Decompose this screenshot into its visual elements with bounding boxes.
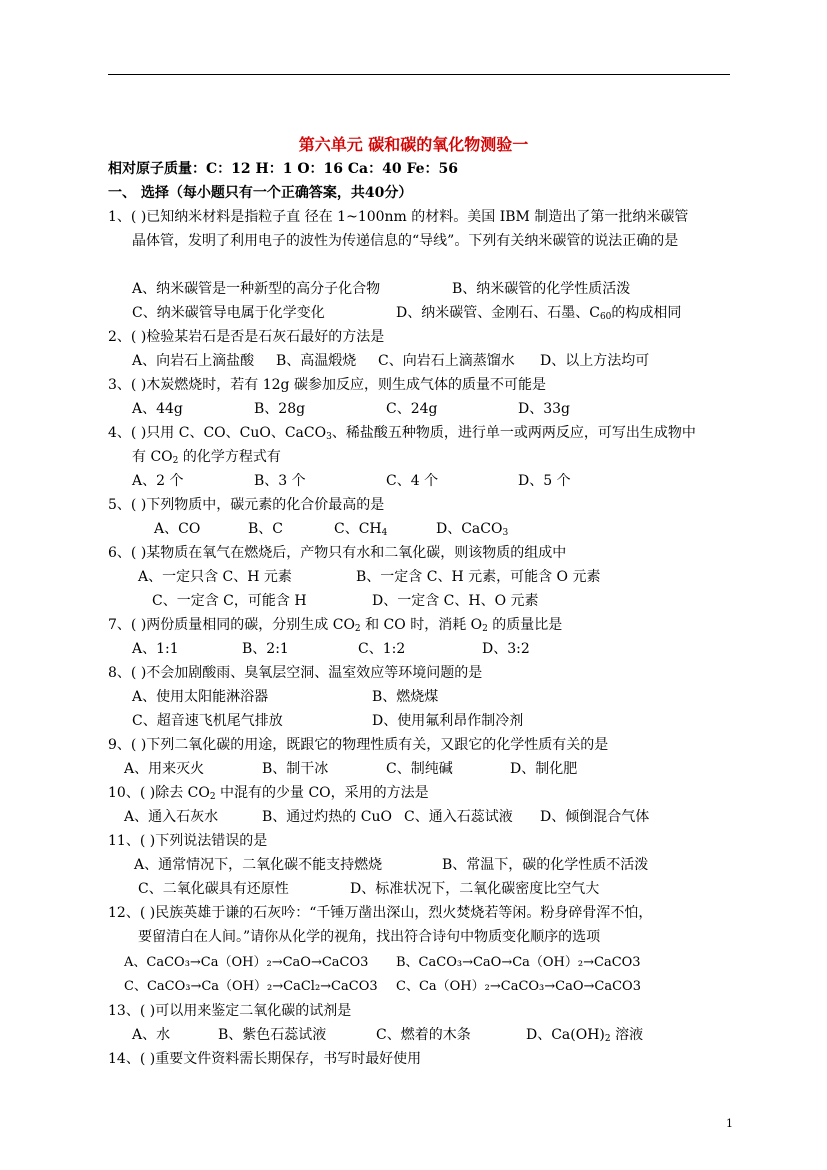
page-title: 第六单元 碳和碳的氧化物测验一 — [298, 135, 529, 154]
question-7: 7、( )两份质量相同的碳，分别生成 $CO_2$ 和 CO 时，消耗 $O_2$ 的质量比是 — [108, 617, 563, 634]
option-11a: A、通常情况下，二氧化碳不能支持燃烧 — [134, 857, 383, 873]
option-6b: B、一定含 C、H 元素，可能含 O 元素 — [356, 569, 601, 585]
option-8d: D、使用氟利昂作制冷剂 — [372, 713, 524, 729]
option-10b: B、通过灼热的 CuO — [262, 809, 392, 825]
option-2d: D、以上方法均可 — [540, 353, 650, 369]
option-12d: C、Ca（OH）₂→CaCO₃→CaO→CaCO3 — [396, 979, 641, 994]
option-8a: A、使用太阳能淋浴器 — [132, 689, 269, 705]
option-5a: A、CO — [154, 521, 201, 537]
option-9a: A、用来灭火 — [124, 761, 205, 777]
option-6a: A、一定只含 C、H 元素 — [138, 569, 292, 585]
option-6c: C、一定含 C，可能含 H — [152, 593, 307, 609]
question-8: 8、( )不会加剧酸雨、臭氧层空洞、温室效应等环境问题的是 — [108, 665, 483, 681]
option-8b: B、燃烧煤 — [372, 689, 439, 705]
question-5: 5、( )下列物质中，碳元素的化合价最高的是 — [108, 497, 385, 513]
option-4c: C、4 个 — [386, 473, 439, 489]
question-12-line1: 12、( )民族英雄于谦的石灰吟：“千锤万凿出深山，烈火焚烧若等闲。粉身碎骨浑不怕， — [108, 905, 653, 921]
option-7c: C、1:2 — [358, 641, 406, 657]
option-1c: C、纳米碳管导电属于化学变化 — [132, 305, 325, 321]
question-6: 6、( )某物质在氧气在燃烧后，产物只有水和二氧化碳，则该物质的组成中 — [108, 545, 567, 561]
option-12a: A、CaCO₃→Ca（OH）₂→CaO→CaCO3 — [124, 955, 369, 970]
option-7a: A、1:1 — [132, 641, 179, 657]
option-10c: C、通入石蕊试液 — [404, 809, 513, 825]
option-8c: C、超音速飞机尾气排放 — [132, 713, 283, 729]
option-7b: B、2:1 — [242, 641, 289, 657]
header-rule — [108, 74, 730, 75]
section-heading: 一、 选择（每小题只有一个正确答案，共40分） — [108, 185, 413, 201]
option-9d: D、制化肥 — [510, 761, 578, 777]
question-1-line2: 晶体管，发明了利用电子的波性为传递信息的“导线”。下列有关纳米碳管的说法正确的是 — [132, 233, 679, 249]
question-4-line2: 有 $CO_2$ 的化学方程式有 — [132, 449, 281, 466]
option-3c: C、24g — [386, 401, 438, 417]
option-13c: C、燃着的木条 — [376, 1027, 471, 1043]
option-10a: A、通入石灰水 — [124, 809, 219, 825]
option-6d: D、一定含 C、H、O 元素 — [372, 593, 539, 609]
option-13a: A、水 — [132, 1027, 171, 1043]
atomic-masses: 相对原子质量：C：12 H：1 O：16 Ca：40 Fe：56 — [108, 161, 459, 177]
page-number: 1 — [726, 1117, 733, 1130]
option-13b: B、紫色石蕊试液 — [218, 1027, 327, 1043]
option-9c: C、制纯碱 — [386, 761, 453, 777]
option-3d: D、33g — [518, 401, 571, 417]
question-9: 9、( )下列二氧化碳的用途，既跟它的物理性质有关，又跟它的化学性质有关的是 — [108, 737, 609, 753]
option-4b: B、3 个 — [254, 473, 306, 489]
question-13: 13、( )可以用来鉴定二氧化碳的试剂是 — [108, 1003, 352, 1019]
question-2: 2、( )检验某岩石是否是石灰石最好的方法是 — [108, 329, 385, 345]
option-2b: B、高温煅烧 — [276, 353, 357, 369]
option-11c: C、二氧化碳具有还原性 — [138, 881, 289, 897]
question-11: 11、( )下列说法错误的是 — [108, 833, 268, 849]
question-4-line1: 4、( )只用 C、CO、CuO、CaCO$_3$、稀盐酸五种物质，进行单一或两两反应，可写出生成物中 — [108, 425, 696, 442]
option-12c: C、CaCO₃→Ca（OH）₂→CaCl₂→CaCO3 — [124, 979, 378, 994]
option-10d: D、倾倒混合气体 — [540, 809, 650, 825]
option-1d: D、纳米碳管、金刚石、石墨、$C_{60}$的构成相同 — [396, 305, 682, 322]
option-7d: D、3:2 — [482, 641, 530, 657]
option-11b: B、常温下，碳的化学性质不活泼 — [442, 857, 649, 873]
option-4d: D、5 个 — [518, 473, 571, 489]
question-12-line2: 要留清白在人间。”请你从化学的视角，找出符合诗句中物质变化顺序的选项 — [138, 929, 601, 945]
option-13d: D、$Ca(OH)_2$ 溶液 — [526, 1027, 644, 1044]
option-9b: B、制干冰 — [262, 761, 329, 777]
question-1-line1: 1、( )已知纳米材料是指粒子直 径在 1~100nm 的材料。美国 IBM 制造出了第一批纳米碳管 — [108, 209, 689, 225]
option-3b: B、28g — [254, 401, 306, 417]
question-10: 10、( )除去 $CO_2$ 中混有的少量 CO，采用的方法是 — [108, 785, 429, 802]
option-1a: A、纳米碳管是一种新型的高分子化合物 — [132, 281, 381, 297]
option-1b: B、纳米碳管的化学性质活泼 — [452, 281, 631, 297]
option-5b: B、C — [248, 521, 283, 537]
option-5c: C、$CH_4$ — [334, 521, 388, 538]
question-3: 3、( )木炭燃烧时，若有 12g 碳参加反应，则生成气体的质量不可能是 — [108, 377, 546, 393]
option-4a: A、2 个 — [132, 473, 184, 489]
option-2c: C、向岩石上滴蒸馏水 — [378, 353, 515, 369]
option-11d: D、标准状况下，二氧化碳密度比空气大 — [350, 881, 600, 897]
option-12b: B、CaCO₃→CaO→Ca（OH）₂→CaCO3 — [396, 955, 641, 970]
option-5d: D、CaCO$_3$ — [436, 521, 509, 538]
option-2a: A、向岩石上滴盐酸 — [132, 353, 255, 369]
question-14: 14、( )重要文件资料需长期保存，书写时最好使用 — [108, 1051, 422, 1067]
option-3a: A、44g — [132, 401, 183, 417]
